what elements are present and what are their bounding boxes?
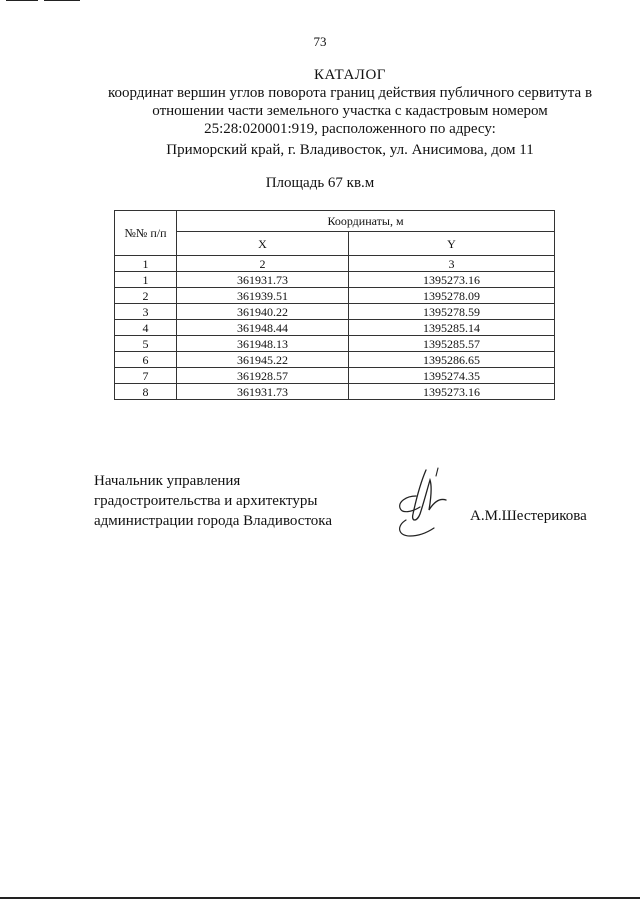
index-cell: 1 (115, 256, 177, 272)
table-row (115, 336, 555, 352)
header-x: X (177, 232, 349, 256)
x-value: 361928.57 (177, 368, 349, 384)
top-edge-mark (44, 0, 80, 1)
signatory-title-line: администрации города Владивостока (94, 513, 333, 529)
x-value: 361948.13 (177, 336, 349, 352)
area-line: Площадь 67 кв.м (265, 175, 375, 191)
y-value: 1395278.09 (349, 288, 555, 304)
table-row (115, 352, 555, 368)
title-block (60, 66, 640, 160)
row-number: 6 (115, 352, 177, 368)
signatory-title-line: градостроительства и архитектуры (94, 493, 318, 509)
y-value: 1395274.35 (349, 368, 555, 384)
y-value: 1395273.16 (349, 384, 555, 400)
index-cell: 3 (349, 256, 555, 272)
handwritten-signature (386, 462, 466, 542)
row-number: 7 (115, 368, 177, 384)
x-value: 361931.73 (177, 272, 349, 288)
table-row (115, 272, 555, 288)
row-number: 3 (115, 304, 177, 320)
x-value: 361939.51 (177, 288, 349, 304)
table-row (115, 304, 555, 320)
bottom-edge-line (0, 897, 640, 899)
column-index-row (115, 256, 555, 272)
row-number: 8 (115, 384, 177, 400)
row-number: 1 (115, 272, 177, 288)
y-value: 1395285.57 (349, 336, 555, 352)
x-value: 361948.44 (177, 320, 349, 336)
header-y: Y (349, 232, 555, 256)
top-edge-mark (6, 0, 38, 1)
x-value: 361945.22 (177, 352, 349, 368)
coordinates-table (114, 210, 555, 400)
table-row (115, 320, 555, 336)
row-number: 2 (115, 288, 177, 304)
y-value: 1395273.16 (349, 272, 555, 288)
table-row (115, 384, 555, 400)
y-value: 1395278.59 (349, 304, 555, 320)
x-value: 361940.22 (177, 304, 349, 320)
header-coordinates: Координаты, м (177, 211, 555, 232)
y-value: 1395285.14 (349, 320, 555, 336)
x-value: 361931.73 (177, 384, 349, 400)
index-cell: 2 (177, 256, 349, 272)
row-number: 4 (115, 320, 177, 336)
signatory-name: А.М.Шестерикова (470, 508, 587, 524)
subtitle-line: отношении части земельного участка с кадастровым номером (152, 103, 548, 119)
subtitle-line: 25:28:020001:919, расположенного по адресу: (204, 121, 496, 137)
signatory-title-line: Начальник управления (94, 473, 241, 489)
document-title: КАТАЛОГ (314, 67, 386, 83)
subtitle-line: координат вершин углов поворота границ действия публичного сервитута в (107, 85, 593, 101)
table-row (115, 368, 555, 384)
header-number: №№ п/п (115, 211, 177, 256)
table-row (115, 288, 555, 304)
signatory-title (94, 471, 332, 531)
row-number: 5 (115, 336, 177, 352)
y-value: 1395286.65 (349, 352, 555, 368)
address-line: Приморский край, г. Владивосток, ул. Анисимова, дом 11 (166, 142, 534, 158)
page-number: 73 (313, 34, 327, 49)
